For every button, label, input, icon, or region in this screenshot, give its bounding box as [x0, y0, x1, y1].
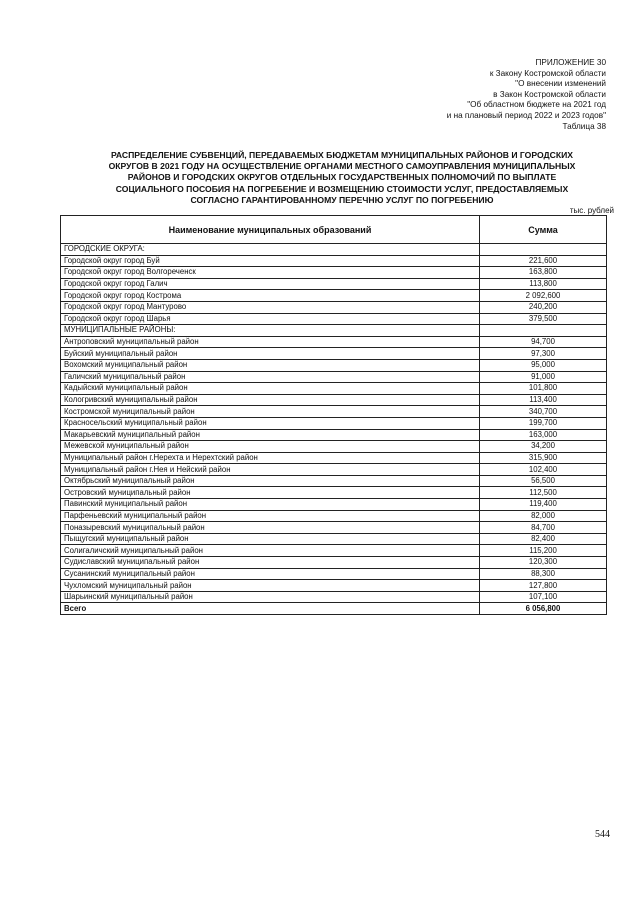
table-row — [61, 568, 607, 580]
header-line: "Об областном бюджете на 2021 год — [467, 100, 606, 110]
sum-value: 101,800 — [480, 383, 607, 395]
subsidy-table — [60, 215, 607, 615]
sum-value: 240,200 — [480, 301, 607, 313]
municipality-name: Судиславский муниципальный район — [61, 557, 480, 569]
page-number: 544 — [595, 829, 610, 840]
table-row — [61, 464, 607, 476]
table-row — [61, 383, 607, 395]
sum-value: 163,000 — [480, 429, 607, 441]
municipality-name: Павинский муниципальный район — [61, 499, 480, 511]
municipality-name: Городской округ город Буй — [61, 255, 480, 267]
column-header-name: Наименование муниципальных образований — [61, 216, 480, 244]
municipality-name: Муниципальный район г.Нерехта и Нерехтский район — [61, 452, 480, 464]
municipality-name: Межевской муниципальный район — [61, 441, 480, 453]
table-row — [61, 591, 607, 603]
unit-label: тыс. рублей — [569, 206, 614, 215]
table-row — [61, 499, 607, 511]
title-line: РАЙОНОВ И ГОРОДСКИХ ОКРУГОВ ОТДЕЛЬНЫХ ГОСУДАРСТВЕННЫХ ПОЛНОМОЧИЙ ПО ВЫПЛАТЕ — [127, 172, 557, 183]
sum-value: 107,100 — [480, 591, 607, 603]
appendix-header — [447, 58, 606, 132]
table-row — [61, 313, 607, 325]
table-row — [61, 255, 607, 267]
table-row — [61, 417, 607, 429]
total-value: 6 056,800 — [480, 603, 607, 615]
municipality-name: Городской округ город Кострома — [61, 290, 480, 302]
municipality-name: МУНИЦИПАЛЬНЫЕ РАЙОНЫ: — [61, 325, 480, 337]
sum-value: 115,200 — [480, 545, 607, 557]
table-header-row — [61, 216, 607, 244]
municipality-name: Галичский муниципальный район — [61, 371, 480, 383]
table-row — [61, 510, 607, 522]
municipality-name: ГОРОДСКИЕ ОКРУГА: — [61, 244, 480, 256]
sum-value: 221,600 — [480, 255, 607, 267]
column-header-sum: Сумма — [480, 216, 607, 244]
sum-value — [480, 244, 607, 256]
municipality-name: Чухломский муниципальный район — [61, 580, 480, 592]
header-line: и на плановый период 2022 и 2023 годов" — [446, 110, 606, 120]
header-line: "О внесении изменений — [515, 79, 606, 89]
table-row — [61, 533, 607, 545]
municipality-name: Городской округ город Галич — [61, 278, 480, 290]
header-line: в Закон Костромской области — [493, 89, 606, 99]
sum-value: 94,700 — [480, 336, 607, 348]
table-row — [61, 545, 607, 557]
table-row — [61, 487, 607, 499]
sum-value: 91,000 — [480, 371, 607, 383]
title-line: ОКРУГОВ В 2021 ГОДУ НА ОСУЩЕСТВЛЕНИЕ ОРГАНАМИ МЕСТНОГО САМОУПРАВЛЕНИЯ МУНИЦИПАЛЬНЫХ — [108, 161, 576, 172]
table-row — [61, 429, 607, 441]
sum-value: 340,700 — [480, 406, 607, 418]
municipality-name: Октябрьский муниципальный район — [61, 475, 480, 487]
title-line: СОЦИАЛЬНОГО ПОСОБИЯ НА ПОГРЕБЕНИЕ И ВОЗМЕЩЕНИЮ СТОИМОСТИ УСЛУГ, ПРЕДОСТАВЛЯЕМЫХ — [115, 183, 569, 194]
sum-value: 88,300 — [480, 568, 607, 580]
table-row — [61, 290, 607, 302]
sum-value: 84,700 — [480, 522, 607, 534]
table-row — [61, 348, 607, 360]
municipality-name: Макарьевский муниципальный район — [61, 429, 480, 441]
table-row — [61, 336, 607, 348]
sum-value: 82,400 — [480, 533, 607, 545]
sum-value: 97,300 — [480, 348, 607, 360]
municipality-name: Муниципальный район г.Нея и Нейский район — [61, 464, 480, 476]
municipality-name: Городской округ город Волгореченск — [61, 267, 480, 279]
municipality-name: Городской округ город Мантурово — [61, 301, 480, 313]
sum-value: 127,800 — [480, 580, 607, 592]
municipality-name: Красносельский муниципальный район — [61, 417, 480, 429]
table-row — [61, 441, 607, 453]
table-row — [61, 359, 607, 371]
sum-value: 102,400 — [480, 464, 607, 476]
sum-value: 163,800 — [480, 267, 607, 279]
table-number: Таблица 38 — [562, 121, 606, 131]
table-row — [61, 557, 607, 569]
sum-value: 315,900 — [480, 452, 607, 464]
table-row — [61, 244, 607, 256]
municipality-name: Островский муниципальный район — [61, 487, 480, 499]
municipality-name: Городской округ город Шарья — [61, 313, 480, 325]
municipality-name: Сусанинский муниципальный район — [61, 568, 480, 580]
municipality-name: Кологривский муниципальный район — [61, 394, 480, 406]
table-body — [61, 244, 607, 615]
municipality-name: Кадыйский муниципальный район — [61, 383, 480, 395]
sum-value: 95,000 — [480, 359, 607, 371]
sum-value — [480, 325, 607, 337]
table-row — [61, 371, 607, 383]
municipality-name: Поназыревский муниципальный район — [61, 522, 480, 534]
municipality-name: Костромской муниципальный район — [61, 406, 480, 418]
table-row — [61, 580, 607, 592]
municipality-name: Шарьинский муниципальный район — [61, 591, 480, 603]
sum-value: 379,500 — [480, 313, 607, 325]
table-row — [61, 394, 607, 406]
sum-value: 82,000 — [480, 510, 607, 522]
sum-value: 119,400 — [480, 499, 607, 511]
sum-value: 120,300 — [480, 557, 607, 569]
total-label: Всего — [61, 603, 480, 615]
title-line: РАСПРЕДЕЛЕНИЕ СУБВЕНЦИЙ, ПЕРЕДАВАЕМЫХ БЮДЖЕТАМ МУНИЦИПАЛЬНЫХ РАЙОНОВ И ГОРОДСКИХ — [110, 150, 574, 160]
total-row — [61, 603, 607, 615]
document-title — [62, 150, 622, 206]
table-row — [61, 475, 607, 487]
municipality-name: Пыщугский муниципальный район — [61, 533, 480, 545]
sum-value: 34,200 — [480, 441, 607, 453]
sum-value: 113,400 — [480, 394, 607, 406]
sum-value: 112,500 — [480, 487, 607, 499]
table-row — [61, 278, 607, 290]
sum-value: 56,500 — [480, 475, 607, 487]
sum-value: 113,800 — [480, 278, 607, 290]
table-row — [61, 452, 607, 464]
sum-value: 2 092,600 — [480, 290, 607, 302]
header-line: к Закону Костромской области — [489, 68, 606, 78]
municipality-name: Буйский муниципальный район — [61, 348, 480, 360]
table-row — [61, 267, 607, 279]
header-line: ПРИЛОЖЕНИЕ 30 — [535, 58, 606, 67]
municipality-name: Парфеньевский муниципальный район — [61, 510, 480, 522]
title-line: СОГЛАСНО ГАРАНТИРОВАННОМУ ПЕРЕЧНЮ УСЛУГ ПО ПОГРЕБЕНИЮ — [190, 194, 494, 205]
table-row — [61, 406, 607, 418]
sum-value: 199,700 — [480, 417, 607, 429]
table-row — [61, 522, 607, 534]
municipality-name: Солигаличский муниципальный район — [61, 545, 480, 557]
table-row — [61, 301, 607, 313]
table-row — [61, 325, 607, 337]
municipality-name: Антроповский муниципальный район — [61, 336, 480, 348]
municipality-name: Вохомский муниципальный район — [61, 359, 480, 371]
